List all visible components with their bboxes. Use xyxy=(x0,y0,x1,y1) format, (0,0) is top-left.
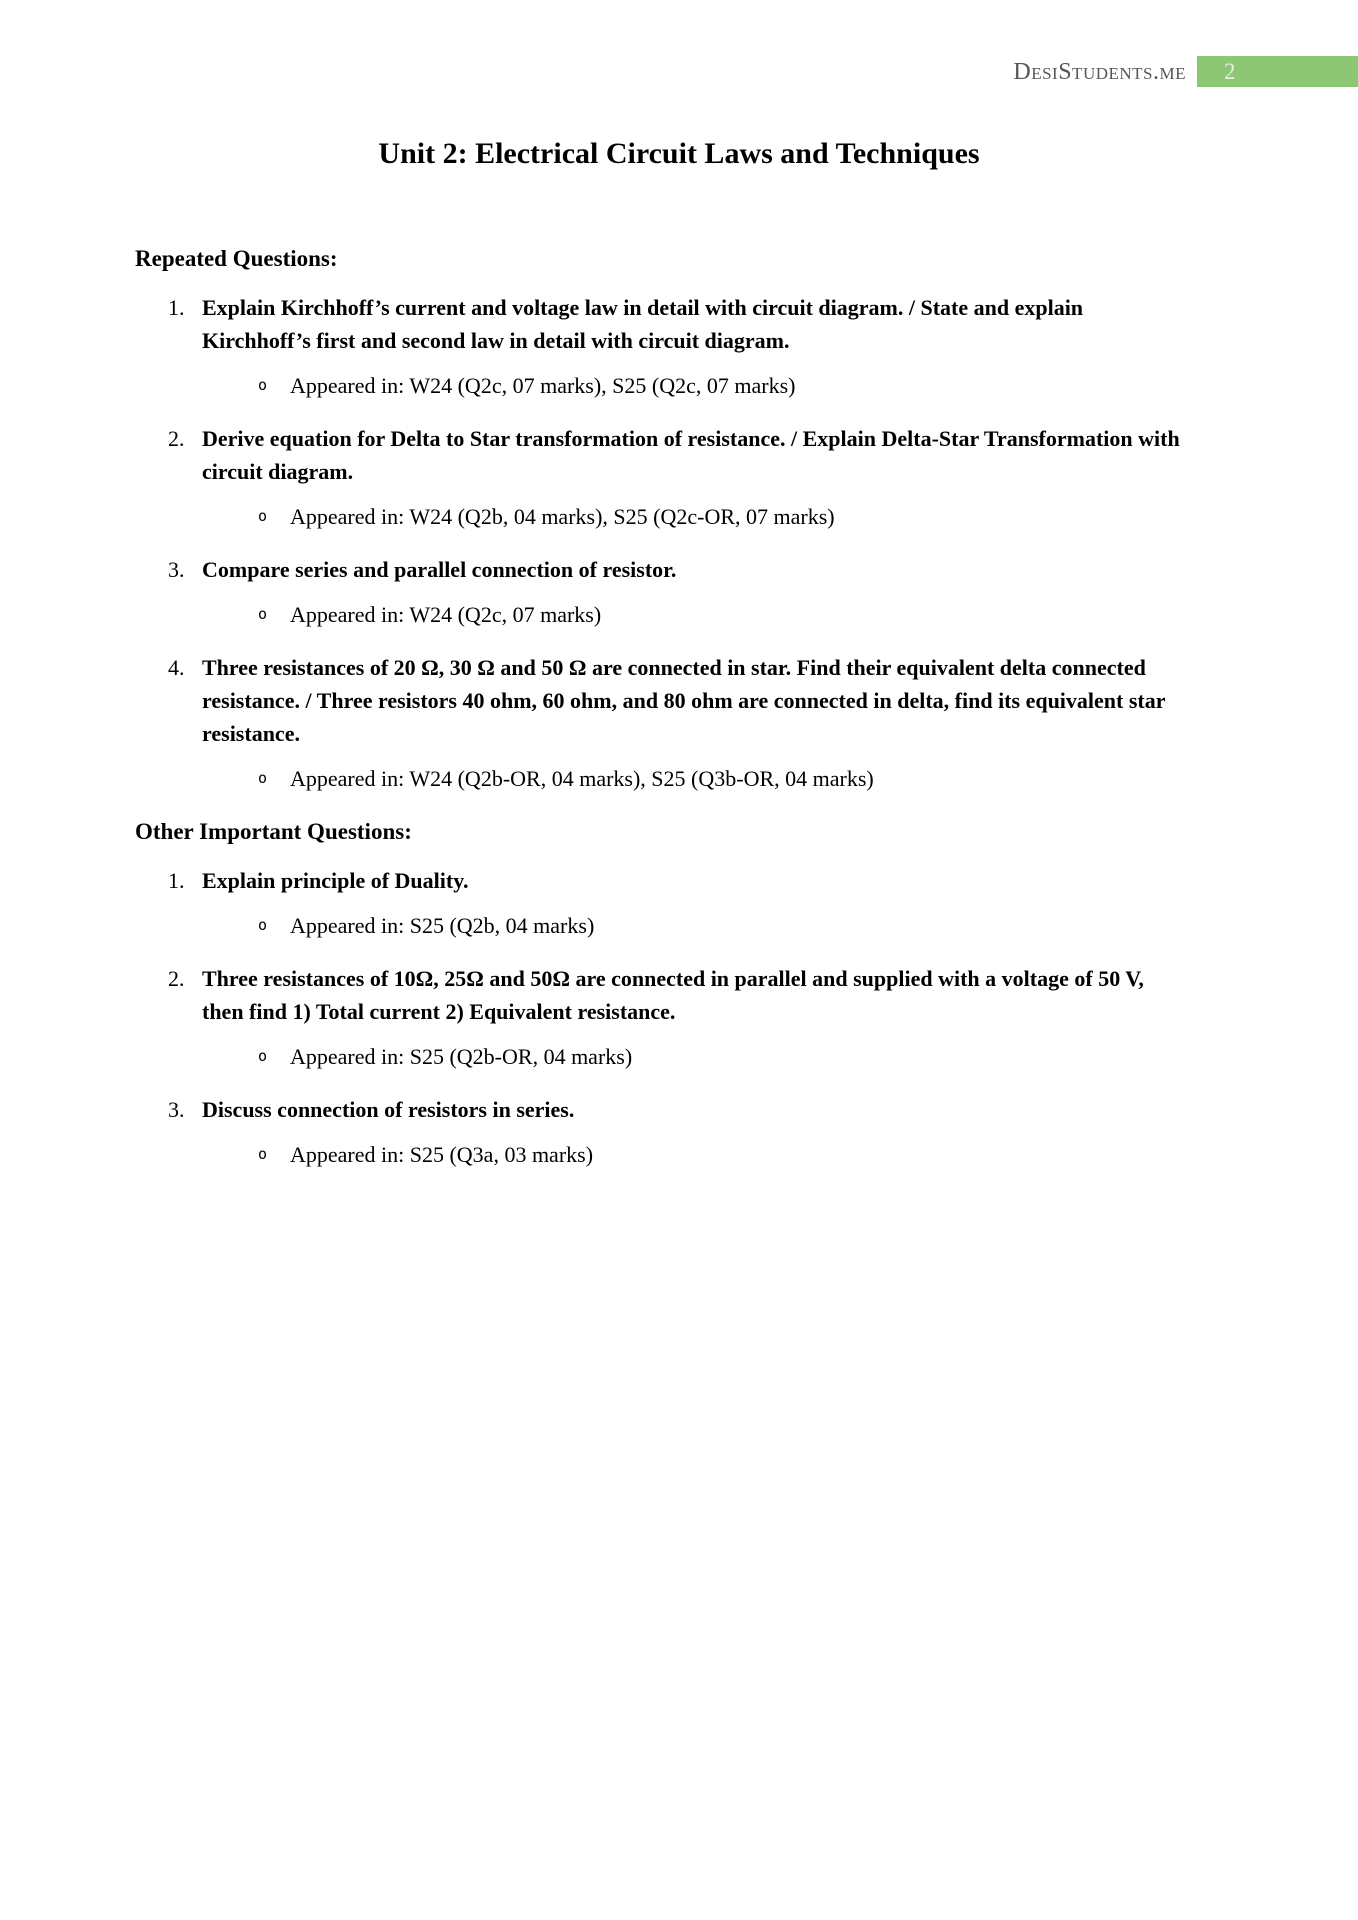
question-item xyxy=(135,291,1223,357)
appeared-row xyxy=(135,909,1223,942)
appeared-row xyxy=(135,598,1223,631)
appeared-row xyxy=(135,500,1223,533)
question-text: Discuss connection of resistors in series. xyxy=(202,1097,575,1122)
circle-bullet-icon: o xyxy=(258,1047,268,1065)
section-heading-other-important-questions: Other Important Questions: xyxy=(135,819,412,844)
circle-bullet-icon: o xyxy=(258,1145,268,1163)
question-number: 3. xyxy=(168,557,185,582)
question-number: 2. xyxy=(168,426,185,451)
circle-bullet-icon: o xyxy=(258,376,268,394)
appeared-row xyxy=(135,762,1223,795)
question-text: Three resistances of 10Ω, 25Ω and 50Ω are connected in parallel and supplied with a voltage of 50 V, then find 1) Total current 2) Equivalent resistance. xyxy=(202,966,1144,1024)
appeared-text: Appeared in: S25 (Q3a, 03 marks) xyxy=(290,1142,594,1167)
appeared-row xyxy=(135,1040,1223,1073)
appeared-text: Appeared in: W24 (Q2c, 07 marks), S25 (Q2c, 07 marks) xyxy=(290,373,796,398)
question-item xyxy=(135,422,1223,488)
page-title: Unit 2: Electrical Circuit Laws and Techniques xyxy=(378,137,980,170)
question-text: Explain Kirchhoff’s current and voltage law in detail with circuit diagram. / State and explain Kirchhoff’s first and second law in detail with circuit diagram. xyxy=(202,295,1084,353)
appeared-text: Appeared in: W24 (Q2b, 04 marks), S25 (Q2c-OR, 07 marks) xyxy=(290,504,835,529)
appeared-text: Appeared in: S25 (Q2b, 04 marks) xyxy=(290,913,595,938)
question-item xyxy=(135,864,1223,897)
appeared-row xyxy=(135,1138,1223,1171)
question-text: Derive equation for Delta to Star transformation of resistance. / Explain Delta-Star Transformation with circuit diagram. xyxy=(202,426,1180,484)
circle-bullet-icon: o xyxy=(258,769,268,787)
appeared-row xyxy=(135,369,1223,402)
question-item xyxy=(135,651,1223,750)
circle-bullet-icon: o xyxy=(258,916,268,934)
question-number: 1. xyxy=(168,868,185,893)
circle-bullet-icon: o xyxy=(258,605,268,623)
question-item xyxy=(135,553,1223,586)
section-heading-repeated-questions: Repeated Questions: xyxy=(135,246,338,271)
appeared-text: Appeared in: S25 (Q2b-OR, 04 marks) xyxy=(290,1044,633,1069)
question-number: 1. xyxy=(168,295,185,320)
circle-bullet-icon: o xyxy=(258,507,268,525)
question-number: 2. xyxy=(168,966,185,991)
question-text: Three resistances of 20 Ω, 30 Ω and 50 Ω are connected in star. Find their equivalent delta connected resistance. / Three resistors 40 ohm, 60 ohm, and 80 ohm are connected in delta, find its equivalent star resistance. xyxy=(202,655,1166,746)
page-number-badge xyxy=(1197,56,1358,87)
document-body xyxy=(135,242,1223,1191)
question-number: 4. xyxy=(168,655,185,680)
question-item xyxy=(135,962,1223,1028)
question-number: 3. xyxy=(168,1097,185,1122)
question-text: Compare series and parallel connection of resistor. xyxy=(202,557,677,582)
appeared-text: Appeared in: W24 (Q2b-OR, 04 marks), S25 (Q3b-OR, 04 marks) xyxy=(290,766,874,791)
header-site-name: DesiStudents.me xyxy=(1013,59,1186,85)
question-text: Explain principle of Duality. xyxy=(202,868,469,893)
appeared-text: Appeared in: W24 (Q2c, 07 marks) xyxy=(290,602,602,627)
question-item xyxy=(135,1093,1223,1126)
page-number: 2 xyxy=(1224,59,1236,84)
